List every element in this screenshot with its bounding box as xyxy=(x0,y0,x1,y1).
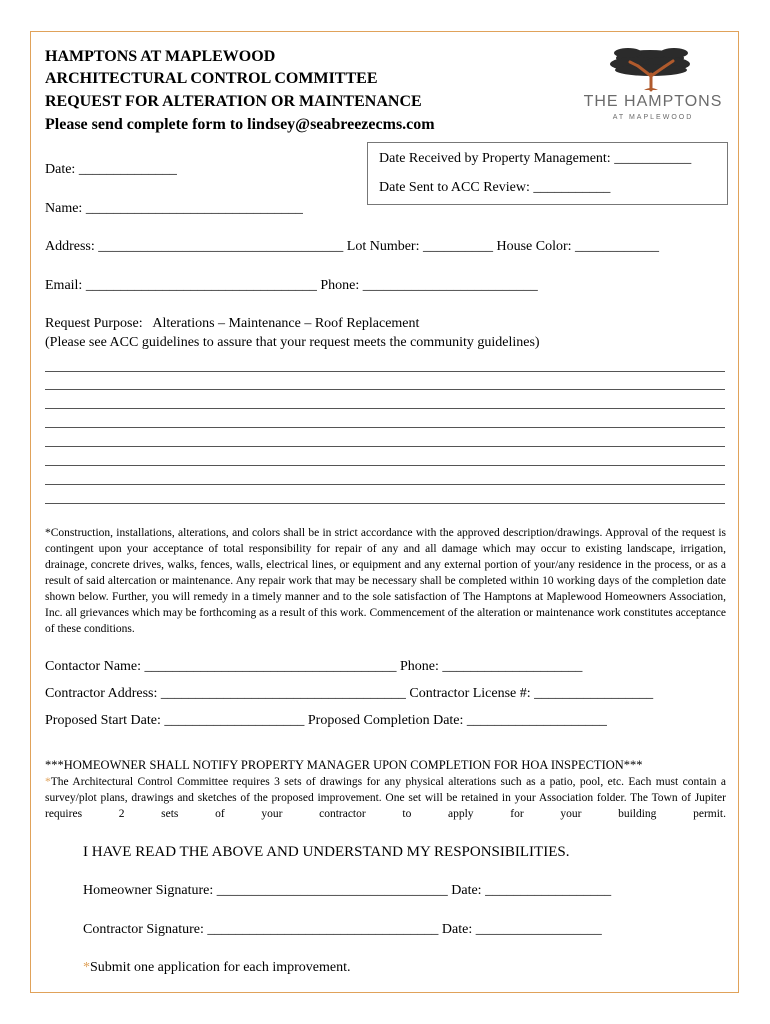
description-line xyxy=(45,427,725,428)
description-line xyxy=(45,371,725,372)
submit-note-text: Submit one application for each improvement. xyxy=(90,960,351,975)
guidelines-note: (Please see ACC guidelines to assure that your request meets the community guidelines) xyxy=(45,335,540,350)
inspection-notice: ***HOMEOWNER SHALL NOTIFY PROPERTY MANAGER UPON COMPLETION FOR HOA INSPECTION*** xyxy=(45,758,643,772)
acknowledgement-statement: I HAVE READ THE ABOVE AND UNDERSTAND MY RESPONSIBILITIES. xyxy=(83,844,570,860)
submit-note xyxy=(83,959,350,977)
description-line xyxy=(45,389,725,390)
description-line xyxy=(45,446,725,447)
form-title: REQUEST FOR ALTERATION OR MAINTENANCE xyxy=(45,93,422,110)
logo-title: THE HAMPTONS xyxy=(583,93,723,110)
tree-icon xyxy=(578,40,728,92)
logo-subtitle: AT MAPLEWOOD xyxy=(612,114,694,121)
responsibility-disclaimer: *Construction, installations, alterations, and colors shall be in strict accordance with the approved description/drawings. Approval of the request is contingent upon your acceptance of total responsibility for repair of any and all damage which may occur to existing landscape, irrigation, drainage, concrete drives, walks, fences, walls, electrical lines, or equipment and any external portion of your/any residence in the process, or as a result of said altercation or maintenance. Any repair work that may be necessary shall be completed within 10 working days of the completion date shown below. Further, you will remedy in a timely manner and to the sole satisfaction of The Hamptons at Maplewood Homeowners Association, Inc. all grievances which may be forthcoming as a result of this work. Commencement of the alteration or maintenance work constitutes acceptance of these conditions. xyxy=(45,527,726,635)
hamptons-logo xyxy=(578,40,728,130)
contractor-address-license-field[interactable]: Contractor Address: ___________________________________ Contractor License #: _________________ xyxy=(45,686,654,701)
asterisk-marker: * xyxy=(45,776,51,788)
description-line xyxy=(45,484,725,485)
proposed-dates-field[interactable]: Proposed Start Date: ____________________ Proposed Completion Date: ____________________ xyxy=(45,713,607,728)
request-purpose: Request Purpose: Alterations – Maintenance – Roof Replacement xyxy=(45,316,420,331)
submission-instruction: Please send complete form to lindsey@seabreezecms.com xyxy=(45,116,435,133)
name-field[interactable]: Name: _______________________________ xyxy=(45,201,303,216)
org-title: HAMPTONS AT MAPLEWOOD xyxy=(45,48,276,65)
description-line xyxy=(45,408,725,409)
contractor-signature-field[interactable]: Contractor Signature: _________________________________ Date: __________________ xyxy=(83,922,602,937)
email-phone-field[interactable]: Email: _________________________________ Phone: _________________________ xyxy=(45,278,538,293)
drawings-requirement xyxy=(45,774,726,822)
date-sent-field[interactable]: Date Sent to ACC Review: ___________ xyxy=(379,180,611,195)
description-line xyxy=(45,465,725,466)
contractor-name-phone-field[interactable]: Contactor Name: ____________________________________ Phone: ____________________ xyxy=(45,659,583,674)
date-field[interactable]: Date: ______________ xyxy=(45,162,177,177)
homeowner-signature-field[interactable]: Homeowner Signature: _________________________________ Date: __________________ xyxy=(83,883,612,898)
address-lot-color-field[interactable]: Address: ___________________________________ Lot Number: __________ House Color: ____________ xyxy=(45,239,660,254)
date-received-field[interactable]: Date Received by Property Management: ___________ xyxy=(379,151,692,166)
drawings-requirement-text: The Architectural Control Committee requires 3 sets of drawings for any physical alterations such as a patio, pool, etc. Each must contain a survey/plot plans, drawings and sketches of the proposed improvement. One set will be retained in your Association folder. The Town of Jupiter requires 2 sets of your contractor to apply for your building permit. xyxy=(45,776,726,820)
asterisk-marker: * xyxy=(83,960,90,975)
description-line xyxy=(45,503,725,504)
committee-title: ARCHITECTURAL CONTROL COMMITTEE xyxy=(45,70,378,87)
